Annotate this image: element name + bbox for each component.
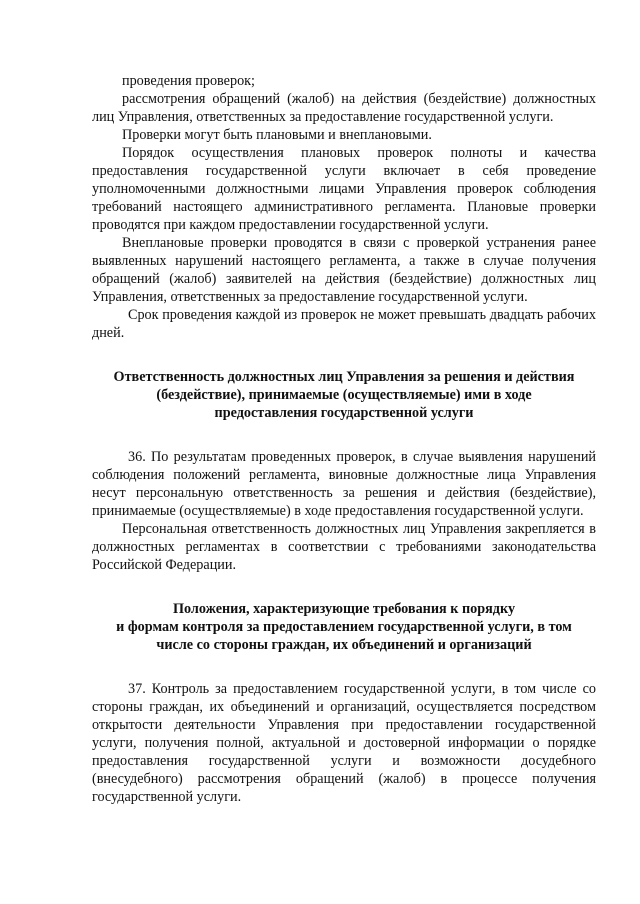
section-heading-responsibility	[92, 368, 596, 422]
heading-line: и формам контроля за предоставлением государственной услуги, в том	[116, 619, 572, 635]
paragraph-complaints: рассмотрения обращений (жалоб) на действия (бездействие) должностных лиц Управления, ответственных за предоставление государственной услуги.	[92, 91, 596, 125]
document-page	[92, 72, 596, 806]
paragraph-section-37: 37. Контроль за предоставлением государственной услуги, в том числе со стороны граждан, их объединений и организаций, осуществляется посредством открытости деятельности Управления при предоставлении государственной услуги, получения полной, актуальной и достоверной информации о порядке предоставления государственной услуги и возможности досудебного (внесудебного) рассмотрения обращений (жалоб) в процессе получения государственной услуги.	[92, 681, 596, 805]
heading-line: Ответственность должностных лиц Управления за решения и действия	[113, 369, 575, 385]
heading-line: предоставления государственной услуги	[214, 405, 474, 421]
heading-line: Положения, характеризующие требования к порядку	[172, 601, 516, 617]
paragraph-checks-list-end: проведения проверок;	[122, 73, 255, 89]
paragraph-unplanned-checks: Внеплановые проверки проводятся в связи с проверкой устранения ранее выявленных нарушений настоящего регламента, а также в случае получения обращений (жалоб) заявителей на действия (бездействие) должностных лиц Управления, ответственных за предоставление государственной услуги.	[92, 235, 596, 305]
paragraph-personal-responsibility: Персональная ответственность должностных лиц Управления закрепляется в должностных регламентах в соответствии с требованиями законодательства Российской Федерации.	[92, 521, 596, 573]
paragraph-section-36: 36. По результатам проведенных проверок, в случае выявления нарушений соблюдения положений регламента, виновные должностные лица Управления несут персональную ответственность за решения и действия (бездействие), принимаемые (осуществляемые) в ходе предоставления государственной услуги.	[92, 449, 596, 519]
section-heading-control-requirements	[92, 600, 596, 654]
paragraph-planned-checks: Порядок осуществления плановых проверок полноты и качества предоставления государственной услуги включает в себя проведение уполномоченными должностными лицами Управления проверок соблюдения требований настоящего административного регламента. Плановые проверки проводятся при каждом предоставлении государственной услуги.	[92, 145, 596, 233]
heading-line: числе со стороны граждан, их объединений и организаций	[156, 637, 532, 653]
paragraph-check-duration: Срок проведения каждой из проверок не может превышать двадцать рабочих дней.	[92, 307, 596, 341]
paragraph-check-types: Проверки могут быть плановыми и внеплановыми.	[122, 127, 432, 143]
heading-line: (бездействие), принимаемые (осуществляемые) ими в ходе	[156, 387, 532, 403]
